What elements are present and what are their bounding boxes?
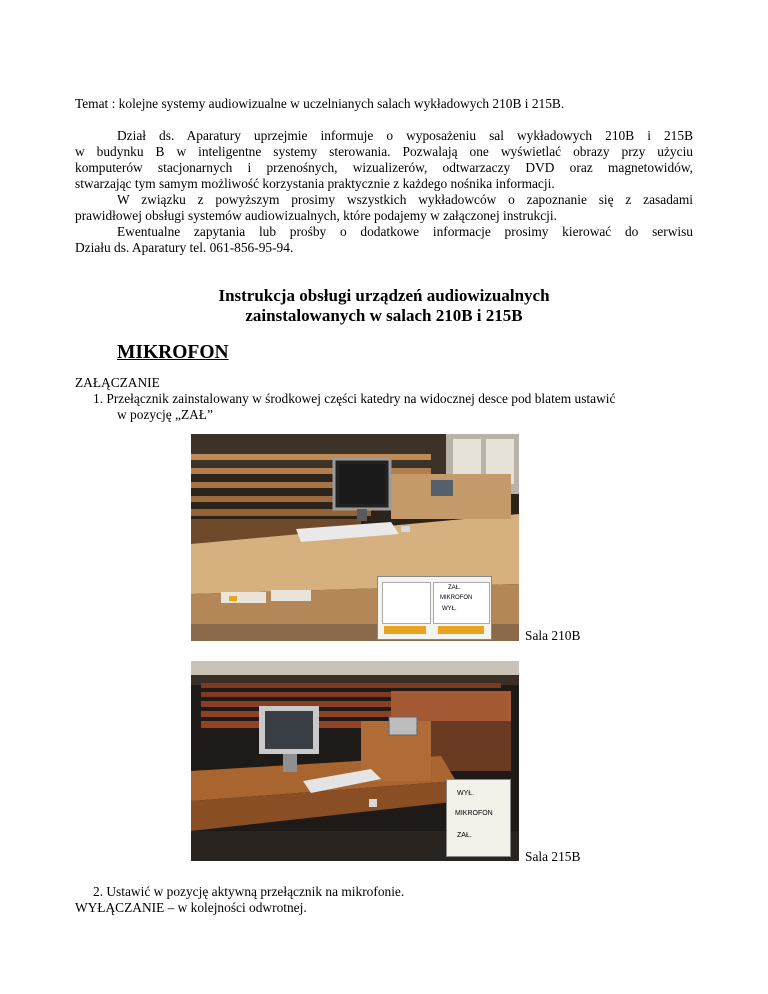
intro-line-6: prawidłowej obsługi systemów audiowizualnych, które podajemy w załączonej instrukcji. xyxy=(75,208,557,223)
photo-2-caption: Sala 215B xyxy=(525,849,581,864)
switch-label-bottom: ZAŁ. xyxy=(457,832,472,839)
instruction-heading-line-1: Instrukcja obsługi urządzeń audiowizualnych xyxy=(218,286,550,305)
intro-line-5: W związku z powyższym prosimy wszystkich wykładowców o zapoznanie się z zasadami xyxy=(117,192,693,207)
off-label: WYŁĄCZANIE – w kolejności odwrotnej. xyxy=(75,900,307,915)
photo-sala-210b xyxy=(191,434,519,641)
intro-line-8: Działu ds. Aparatury tel. 061-856-95-94. xyxy=(75,240,294,255)
step-1-line-2: w pozycję „ZAŁ” xyxy=(117,407,213,422)
topic-line: Temat : kolejne systemy audiowizualne w uczelnianych salach wykładowych 210B i 215B. xyxy=(75,96,565,111)
section-title: MIKROFON xyxy=(117,342,229,363)
switch-label-top: WYŁ. xyxy=(457,790,475,797)
switch-label-mid: MIKROFON xyxy=(440,595,473,601)
switch-label-mid: MIKROFON xyxy=(455,810,493,817)
intro-line-3: komputerów stacjonarnych i przenośnych, wizualizerów, odtwarzaczy DVD oraz magnetowidów, xyxy=(75,160,693,175)
intro-line-2: w budynku B w inteligentne systemy sterowania. Pozwalają one wyświetlać obrazy przy użyciu xyxy=(75,144,693,159)
switch-inset-215b xyxy=(446,779,511,857)
photo-sala-215b xyxy=(191,661,519,861)
step-2: 2. Ustawić w pozycję aktywną przełącznik na mikrofonie. xyxy=(93,884,405,899)
switch-label-top: ZAŁ. xyxy=(448,585,461,591)
step-1-line-1: 1. Przełącznik zainstalowany w środkowej części katedry na widocznej desce pod blatem ustawić xyxy=(93,391,616,406)
intro-line-7: Ewentualne zapytania lub prośby o dodatkowe informacje prosimy kierować do serwisu xyxy=(117,224,693,239)
intro-line-1: Dział ds. Aparatury uprzejmie informuje o wyposażeniu sal wykładowych 210B i 215B xyxy=(117,128,693,143)
instruction-heading-line-2: zainstalowanych w salach 210B i 215B xyxy=(245,306,523,325)
switch-inset-210b xyxy=(377,576,492,640)
switch-label-bottom: WYŁ. xyxy=(442,606,457,612)
on-label: ZAŁĄCZANIE xyxy=(75,375,160,390)
photo-1-caption: Sala 210B xyxy=(525,628,581,643)
intro-line-4: stwarzając tym samym możliwość korzystania praktycznie z każdego nośnika informacji. xyxy=(75,176,555,191)
